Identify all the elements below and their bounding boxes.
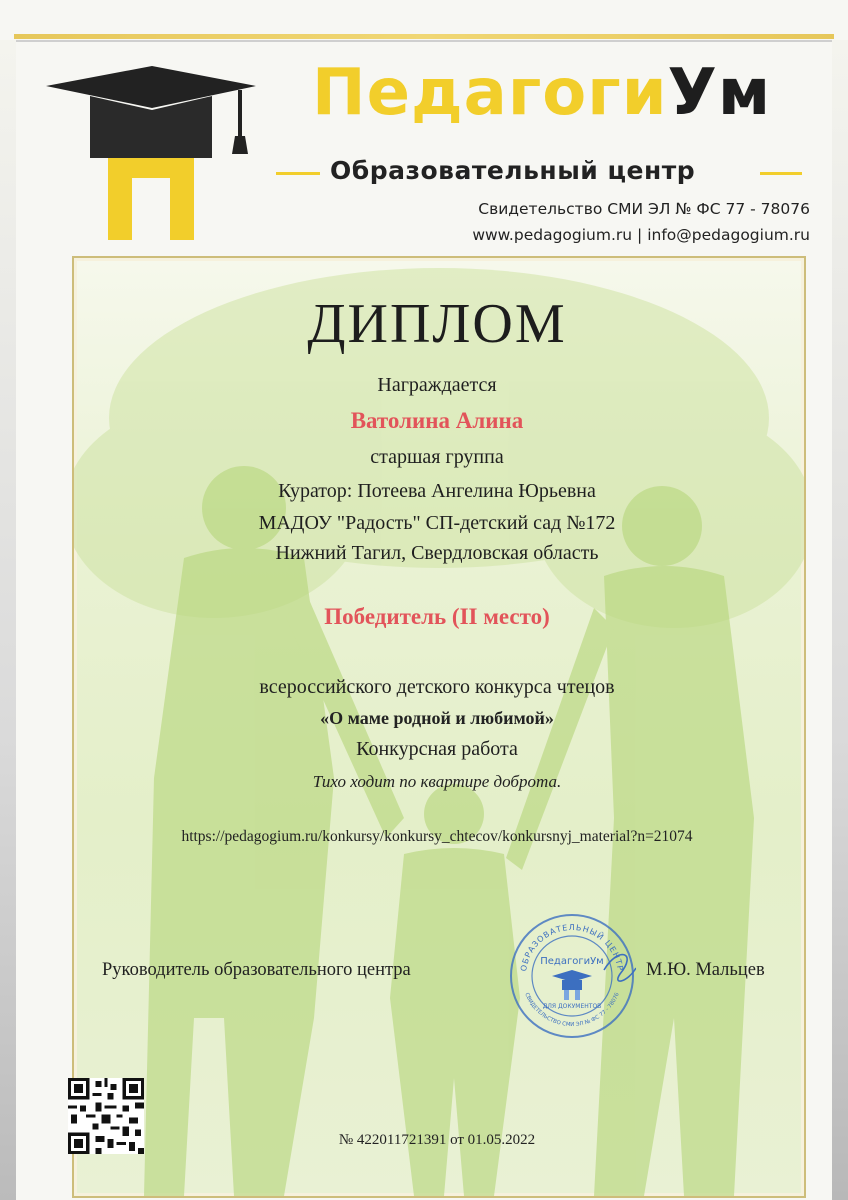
award-result: Победитель (II место) xyxy=(324,604,550,629)
contest-description: всероссийского детского конкурса чтецов xyxy=(259,676,615,698)
email-link[interactable]: info@pedagogium.ru xyxy=(647,226,810,244)
subtitle-right-rule xyxy=(760,172,802,175)
diploma-title: ДИПЛОМ xyxy=(307,293,567,355)
curator: Куратор: Потеева Ангелина Юрьевна xyxy=(278,480,596,502)
subtitle-row xyxy=(276,156,802,190)
stamp-cap-icon xyxy=(552,970,592,1000)
top-border-line xyxy=(14,34,834,39)
right-edge-shade xyxy=(832,40,848,1200)
diploma-number: № 422011721391 от 01.05.2022 xyxy=(338,1132,536,1148)
recipient-name: Ватолина Алина xyxy=(350,408,524,433)
location: Нижний Тагил, Свердловская область xyxy=(275,542,599,564)
institution: МАДОУ "Радость" СП-детский сад №172 xyxy=(258,512,616,534)
contact-line xyxy=(472,226,810,244)
left-edge-shade xyxy=(0,40,16,1200)
recipient-group: старшая группа xyxy=(370,446,504,468)
subtitle: Образовательный центр xyxy=(330,156,696,185)
top-border-shadow xyxy=(14,40,834,42)
brand-name-part2: Ум xyxy=(667,56,772,130)
graduation-cap-logo-icon xyxy=(40,62,270,242)
contact-separator: | xyxy=(637,226,643,244)
work-title: Тихо ходит по квартире доброта. xyxy=(312,772,562,791)
stamp-center-text: ПедагогиУм xyxy=(540,956,604,967)
stamp-ring-bottom-text: СВИДЕТЕЛЬСТВО СМИ ЭЛ № ФС 77 - 78076 xyxy=(523,992,621,1029)
brand-name-part1: Педагоги xyxy=(312,56,668,130)
brand-name xyxy=(312,56,771,130)
work-label: Конкурсная работа xyxy=(356,738,518,760)
signer-name: М.Ю. Мальцев xyxy=(646,960,765,980)
work-url-link[interactable]: https://pedagogium.ru/konkursy/konkursy_chtecov/konkursnyj_material?n=21074 xyxy=(181,828,693,845)
contest-name: «О маме родной и любимой» xyxy=(320,708,554,728)
stamp-ring-top-text: ОБРАЗОВАТЕЛЬНЫЙ ЦЕНТР xyxy=(519,922,625,973)
signer-position: Руководитель образовательного центра xyxy=(102,960,411,980)
stamp-inner-text: ДЛЯ ДОКУМЕНТОВ xyxy=(542,1003,602,1010)
website-link[interactable]: www.pedagogium.ru xyxy=(472,226,633,244)
smi-certificate: Свидетельство СМИ ЭЛ № ФС 77 - 78076 xyxy=(478,200,810,218)
subtitle-left-rule xyxy=(276,172,320,175)
official-stamp xyxy=(508,912,636,1040)
awarded-label: Награждается xyxy=(377,374,497,396)
